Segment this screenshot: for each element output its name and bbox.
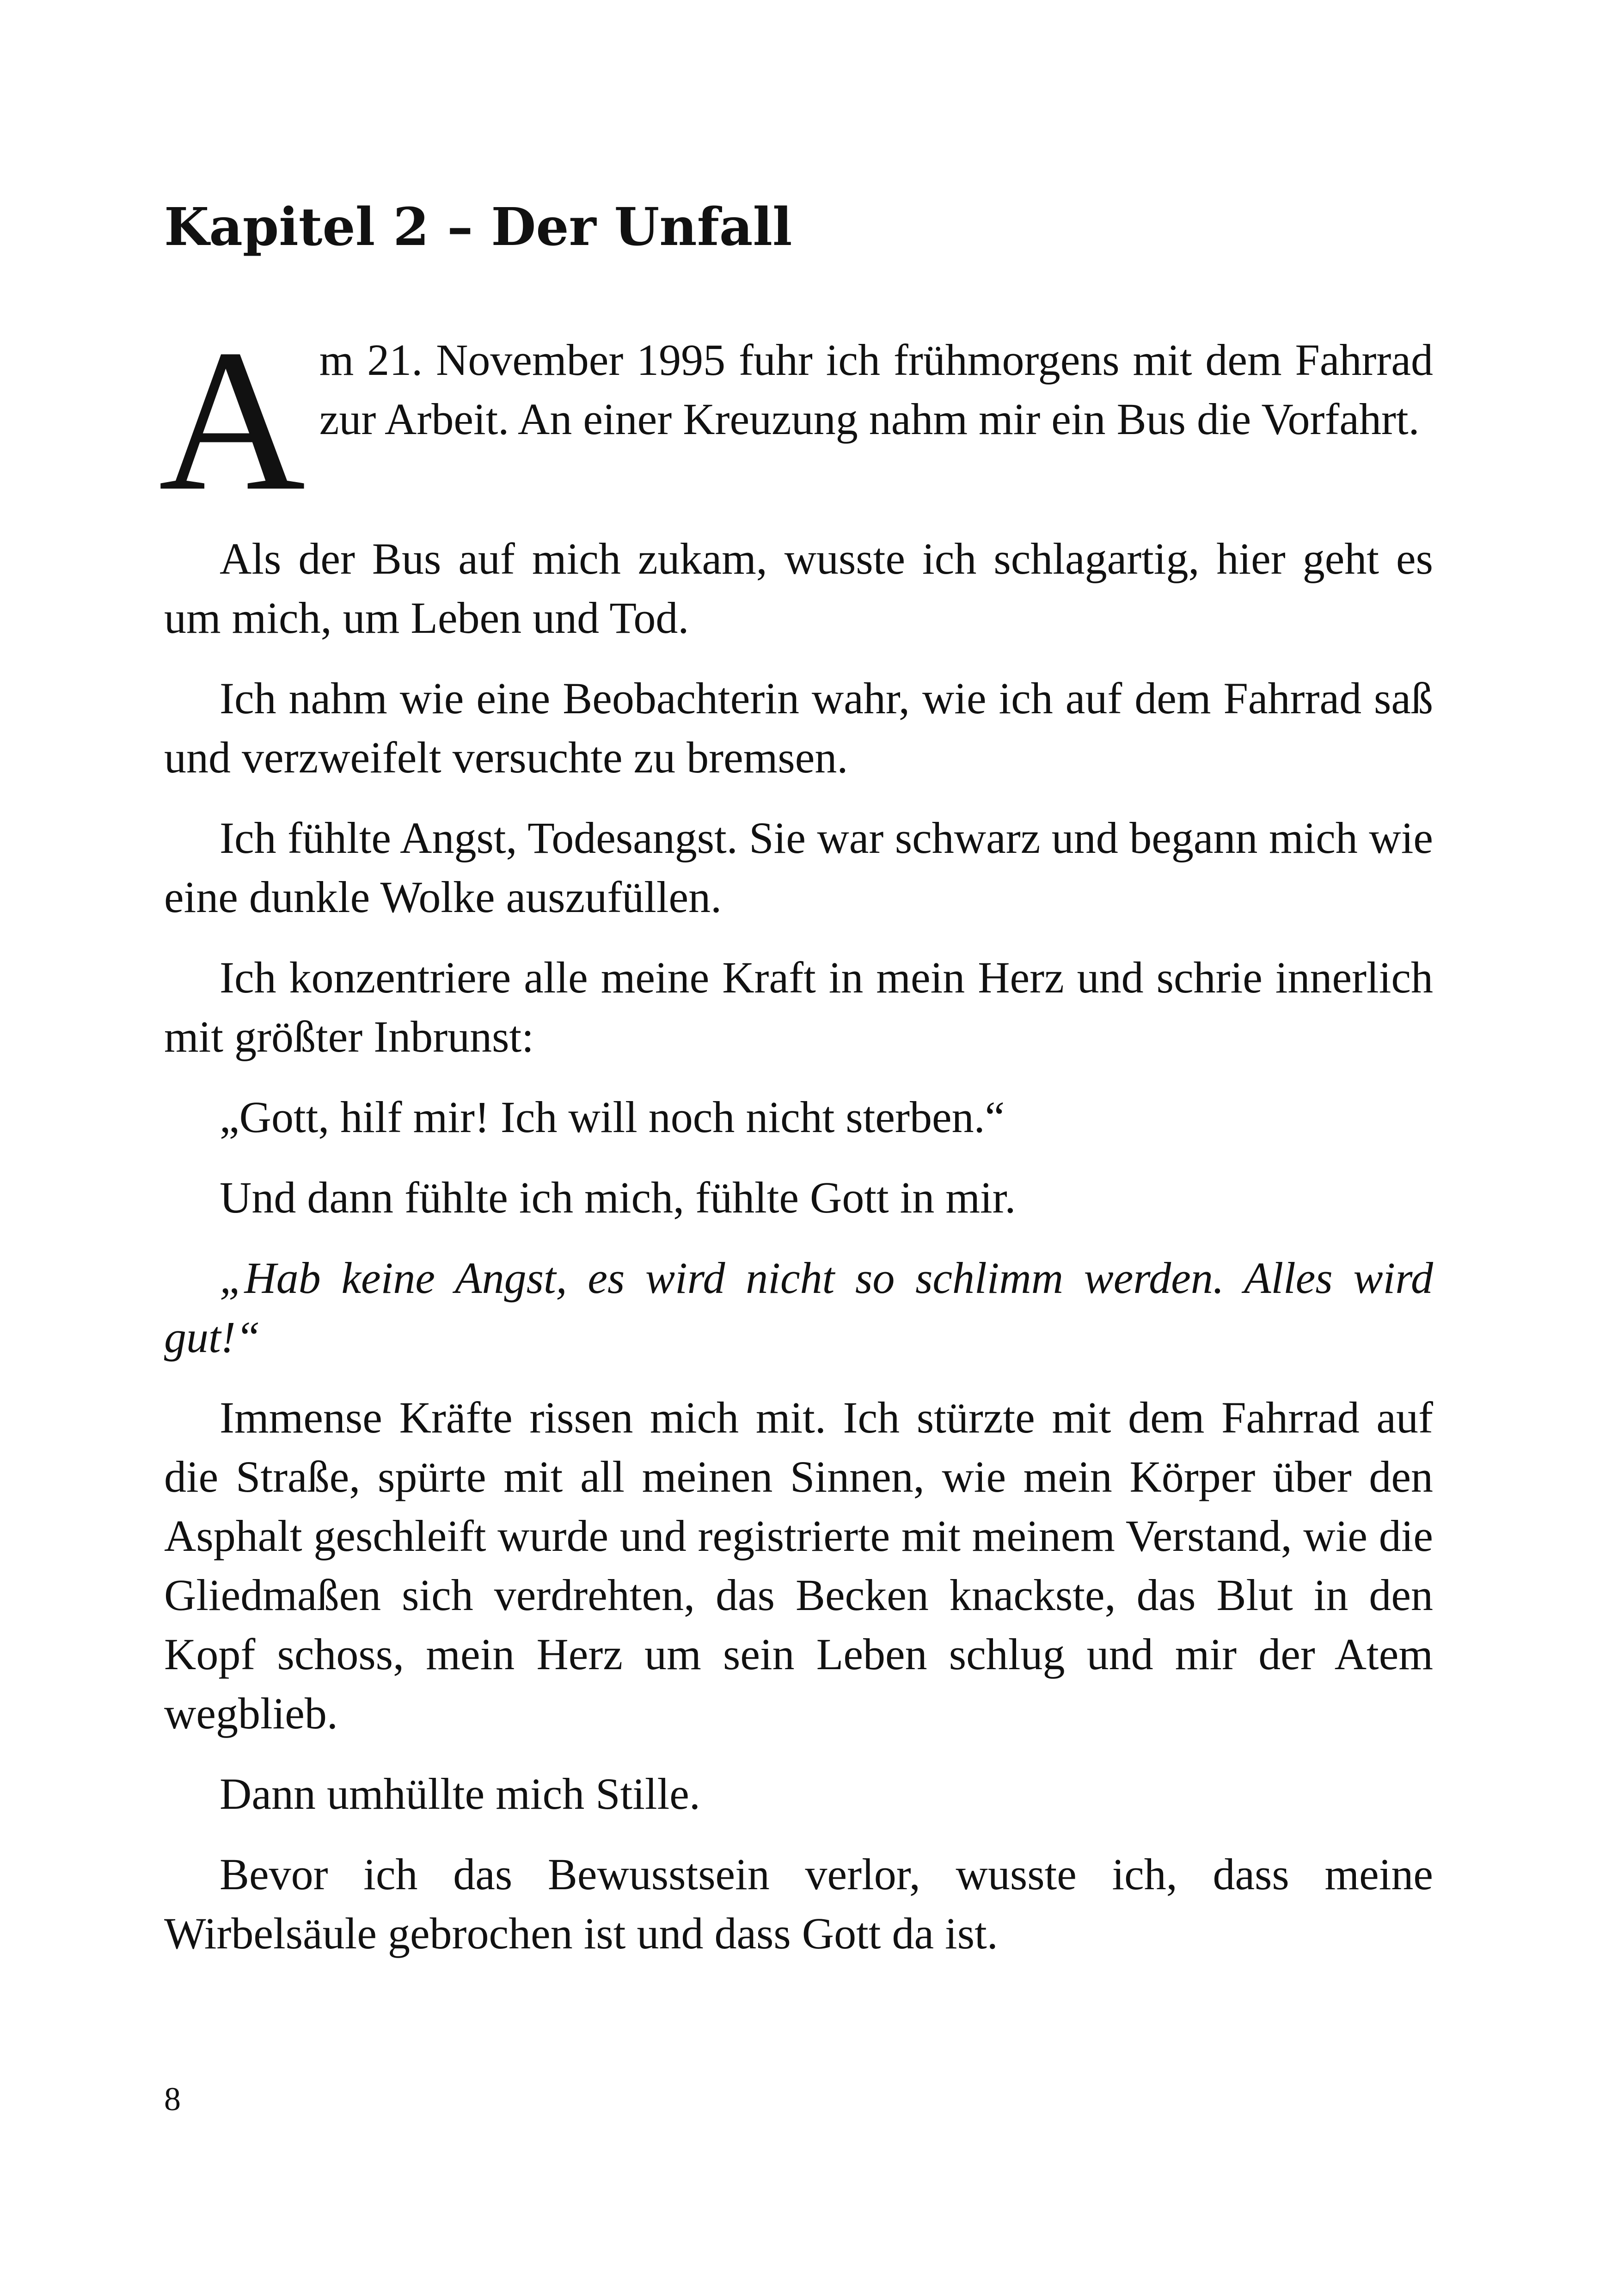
paragraph-2: Als der Bus auf mich zukam, wusste ich schlagartig, hier geht es um mich, um Leben und Tod.: [164, 534, 1433, 643]
paragraph-4: Ich fühlte Angst, Todesangst. Sie war schwarz und begann mich wie eine dunkle Wolke auszufüllen.: [164, 813, 1433, 922]
paragraph-1-text: m 21. November 1995 fuhr ich frühmorgens mit dem Fahrrad zur Arbeit. An einer Kreuzung nahm mir ein Bus die Vorfahrt.: [319, 335, 1433, 444]
paragraph-11: Bevor ich das Bewusstsein verlor, wusste ich, dass meine Wirbelsäule gebrochen ist und dass Gott da ist.: [164, 1849, 1433, 1958]
paragraph-10: Dann umhüllte mich Stille.: [220, 1769, 700, 1818]
paragraph-8-italic-quote: „Hab keine Angst, es wird nicht so schlimm werden. Alles wird gut!“: [164, 1253, 1433, 1362]
paragraph-1: [159, 308, 1433, 533]
paragraph-9: Immense Kräfte rissen mich mit. Ich stürzte mit dem Fahrrad auf die Straße, spürte mit all meinen Sinnen, wie mein Körper über den Asphalt geschleift wurde und registrierte mit meinem Verstand, wie die Gliedmaßen sich verdrehten, das Becken knackste, das Blut in den Kopf schoss, mein Herz um sein Leben schlug und mir der Atem wegblieb.: [164, 1393, 1433, 1738]
paragraph-5: Ich konzentriere alle meine Kraft in mein Herz und schrie innerlich mit größter Inbrunst:: [164, 953, 1433, 1061]
paragraph-7: Und dann fühlte ich mich, fühlte Gott in mir.: [220, 1173, 1016, 1222]
paragraph-6-quote: „Gott, hilf mir! Ich will noch nicht sterben.“: [220, 1092, 1005, 1142]
chapter-title: Kapitel 2 – Der Unfall: [164, 197, 792, 257]
body-text: [159, 308, 1433, 1984]
drop-cap-letter: A: [159, 308, 306, 533]
paragraph-3: Ich nahm wie eine Beobachterin wahr, wie ich auf dem Fahrrad saß und verzweifelt versuchte zu bremsen.: [164, 673, 1433, 782]
page-number: 8: [164, 2081, 181, 2118]
